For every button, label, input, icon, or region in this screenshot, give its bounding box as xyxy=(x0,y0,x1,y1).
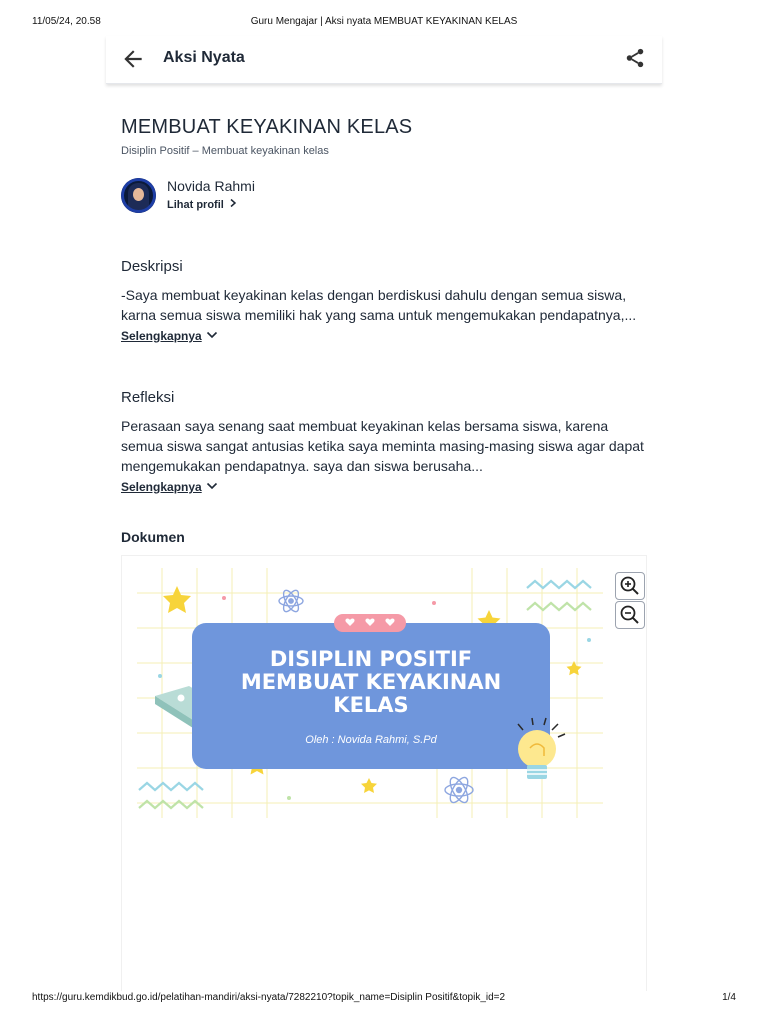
dot-decoration xyxy=(222,596,226,600)
chevron-right-icon xyxy=(228,198,238,208)
reflection-more-link[interactable] xyxy=(121,480,218,494)
article-content xyxy=(121,116,647,494)
avatar-ring xyxy=(121,178,156,213)
view-profile-label: Lihat profil xyxy=(167,199,224,211)
description-more-link[interactable] xyxy=(121,329,218,343)
reflection-text: Perasaan saya senang saat membuat keyakinan kelas bersama siswa, karena semua siswa sangat antusias ketika saya meminta masing-masing siswa agar dapat mengemukakan pendapatnya. saya dan siswa berusaha... xyxy=(121,418,644,474)
description-text: -Saya membuat keyakinan kelas dengan berdiskusi dahulu dengan semua siswa, karna semua siswa memiliki hak yang sama untuk mengemukakan pendapatnya,... xyxy=(121,287,637,323)
description-more-label: Selengkapnya xyxy=(121,329,202,343)
reflection-heading: Refleksi xyxy=(121,389,175,406)
app-bar xyxy=(106,36,662,84)
print-datetime: 11/05/24, 20.58 xyxy=(32,16,101,27)
atom-icon xyxy=(445,775,473,805)
dot-decoration xyxy=(287,796,291,800)
print-page-title: Guru Mengajar | Aksi nyata MEMBUAT KEYAKINAN KELAS xyxy=(250,16,518,27)
page-title: MEMBUAT KEYAKINAN KELAS xyxy=(121,116,413,138)
avatar[interactable] xyxy=(121,178,156,213)
share-icon[interactable] xyxy=(624,47,646,69)
chevron-down-icon xyxy=(206,330,218,340)
document-slide xyxy=(137,568,603,818)
reflection-more-label: Selengkapnya xyxy=(121,480,202,494)
arrow-left-icon[interactable] xyxy=(120,46,146,72)
chevron-down-icon xyxy=(206,481,218,491)
slide-title-line2: MEMBUAT KEYAKINAN xyxy=(240,670,502,694)
app-bar-title: Aksi Nyata xyxy=(163,49,245,66)
reflection-section xyxy=(121,389,647,496)
print-header xyxy=(32,16,736,30)
print-url: https://guru.kemdikbud.go.id/pelatihan-mandiri/aksi-nyata/7282210?topik_name=Disiplin Positif&topik_id=2 xyxy=(32,992,506,1003)
description-heading: Deskripsi xyxy=(121,258,183,275)
view-profile-link[interactable] xyxy=(167,198,238,211)
slide-author: Oleh : Novida Rahmi, S.Pd xyxy=(305,734,437,746)
author-block xyxy=(121,178,421,214)
document-heading: Dokumen xyxy=(121,529,185,545)
zoom-out-button[interactable] xyxy=(615,601,645,629)
atom-icon xyxy=(279,588,303,614)
print-footer xyxy=(32,992,736,1006)
star-icon xyxy=(163,586,191,613)
dot-decoration xyxy=(158,674,162,678)
slide-artwork xyxy=(137,568,603,818)
dot-decoration xyxy=(432,601,436,605)
print-page-number: 1/4 xyxy=(722,992,736,1003)
zoom-out-icon xyxy=(616,602,644,628)
slide-title-line3: KELAS xyxy=(333,693,409,717)
author-name: Novida Rahmi xyxy=(167,178,255,194)
zoom-in-button[interactable] xyxy=(615,572,645,600)
dot-decoration xyxy=(587,638,591,642)
page-subtitle: Disiplin Positif – Membuat keyakinan kelas xyxy=(121,145,329,157)
star-icon xyxy=(361,778,377,793)
zoom-in-icon xyxy=(616,573,644,599)
slide-title-line1: DISIPLIN POSITIF xyxy=(269,647,473,671)
document-viewer[interactable] xyxy=(121,555,647,991)
description-section xyxy=(121,258,647,345)
